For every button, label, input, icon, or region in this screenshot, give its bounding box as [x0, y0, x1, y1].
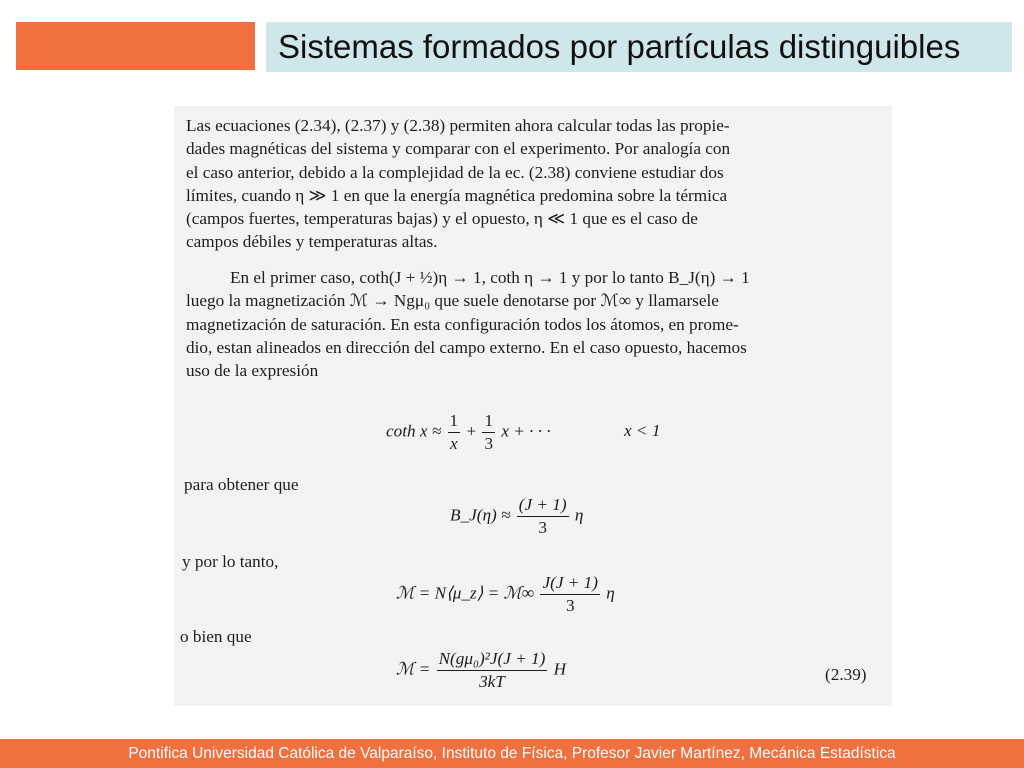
slide-title: Sistemas formados por partículas distinguibles: [278, 28, 961, 65]
eq4-tail: H: [553, 659, 567, 679]
fraction-denominator: 3kT: [479, 672, 505, 691]
fraction-numerator: N(gμ₀)²J(J + 1): [437, 648, 548, 671]
eq3-fraction: [540, 572, 600, 617]
text-line: el caso anterior, debido a la complejidad de la ec. (2.38) conviene estudiar dos: [186, 162, 724, 182]
footer-bar: [0, 739, 1024, 768]
text-line: dades magnéticas del sistema y comparar con el experimento. Por analogía con: [186, 139, 731, 159]
eq1-plus: +: [466, 421, 477, 441]
text-line: magnetización de saturación. En esta configuración todos los átomos, en prome-: [186, 314, 739, 334]
equation-condition: x < 1: [624, 421, 661, 440]
paragraph-2: [186, 266, 880, 382]
text-line: Las ecuaciones (2.34), (2.37) y (2.38) permiten ahora calcular todas las propie-: [186, 116, 730, 135]
eq2-lhs: B_J(η) ≈: [450, 505, 511, 525]
text-para-obtener: para obtener que: [184, 475, 299, 494]
text-line: luego la magnetización ℳ → Ngμ₀ que suele denotarse por ℳ∞ y llamarsele: [186, 291, 719, 311]
title-accent-block: [16, 22, 255, 70]
footer-text: Pontifica Universidad Católica de Valparaíso, Instituto de Física, Profesor Javier Martínez, Mecánica Estadística: [128, 744, 896, 762]
eq3-lhs: ℳ = N⟨μ_z⟩ = ℳ∞: [396, 583, 535, 603]
equation-coth-expansion: [386, 410, 551, 455]
fraction-numerator: (J + 1): [517, 494, 569, 517]
eq2-fraction: [517, 494, 569, 539]
fraction-denominator: 3: [538, 518, 547, 537]
eq4-fraction: [437, 648, 548, 693]
fraction-numerator: 1: [448, 410, 461, 433]
eq1-tail: x + · · ·: [501, 421, 551, 441]
eq4-lhs: ℳ =: [396, 659, 431, 679]
eq1-lhs: coth x ≈: [386, 421, 442, 441]
fraction-denominator: x: [450, 434, 458, 453]
equation-magnetization: [396, 572, 615, 617]
text-line: uso de la expresión: [186, 361, 319, 381]
fraction-numerator: J(J + 1): [540, 572, 600, 595]
fraction-denominator: 3: [565, 596, 575, 615]
text-line: campos débiles y temperaturas altas.: [186, 232, 438, 252]
scanned-page: [174, 106, 892, 706]
paragraph-1: [186, 114, 880, 254]
equation-number: (2.39): [825, 665, 867, 684]
text-o-bien-que: o bien que: [180, 627, 252, 646]
fraction-denominator: 3: [484, 434, 494, 453]
text-line: límites, cuando η ≫ 1 en que la energía magnética predomina sobre la térmica: [186, 185, 728, 205]
eq3-tail: η: [606, 583, 615, 603]
equation-brillouin-limit: [450, 494, 583, 539]
eq2-tail: η: [574, 505, 584, 525]
text-line: (campos fuertes, temperaturas bajas) y el opuesto, η ≪ 1 que es el caso de: [186, 209, 698, 229]
eq1-fraction-1: [448, 410, 461, 455]
title-bar: [266, 22, 1012, 72]
equation-curie-law: [396, 648, 566, 693]
text-line: En el primer caso, coth(J + ½)η → 1, coth η → 1 y por lo tanto B_J(η) → 1: [230, 268, 750, 287]
fraction-numerator: 1: [482, 410, 495, 433]
eq1-fraction-2: [482, 410, 495, 455]
text-line: dio, estan alineados en dirección del campo externo. En el caso opuesto, hacemos: [186, 337, 747, 357]
text-y-por-lo-tanto: y por lo tanto,: [182, 552, 279, 571]
